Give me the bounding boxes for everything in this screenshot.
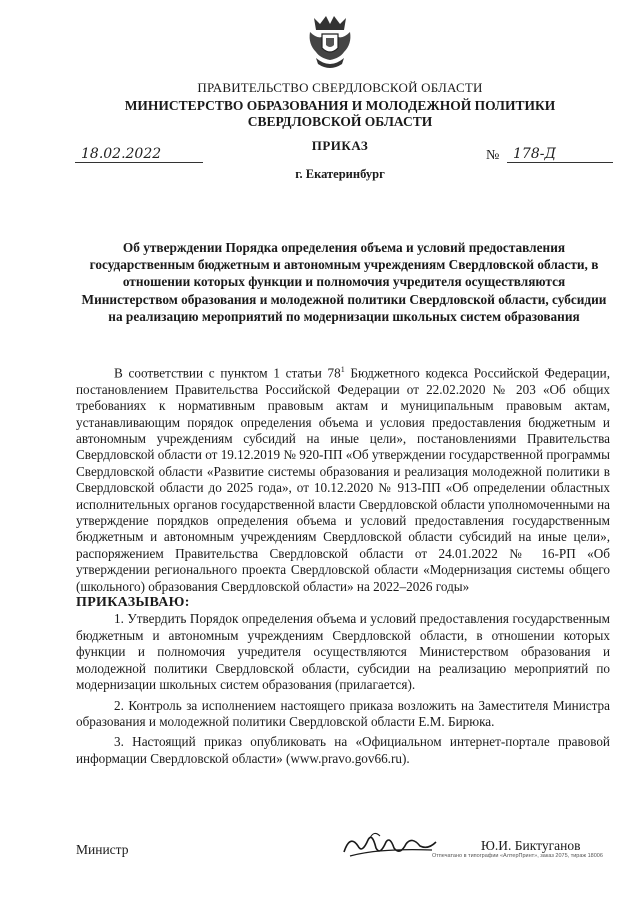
document-type: ПРИКАЗ [311, 138, 369, 153]
order-item-2: 2. Контроль за исполнением настоящего приказа возложить на Заместителя Министра образования и молодежной политики Свердловской области Е.М. Бирюка. [76, 697, 610, 729]
ministry-name [60, 98, 620, 130]
signature-icon [340, 826, 440, 862]
ministry-line-1: МИНИСТЕРСТВО ОБРАЗОВАНИЯ И МОЛОДЕЖНОЙ ПОЛИТИКИ [124, 98, 556, 113]
order-item-3: 3. Настоящий приказ опубликовать на «Официальном интернет-портале правовой информации Свердловской области» (www.pravo.gov66.ru). [76, 734, 610, 766]
decree-word: ПРИКАЗЫВАЮ: [76, 595, 190, 611]
order-subject: Об утверждении Порядка определения объема и условий предоставления государственным бюджетным и автономным учреждениям Свердловской области, в отношении которых функции и полномочия учредителя осуществляются Министерством образования и молодежной политики Свердловской области, субсидии на реализацию мероприятий по модернизации школьных систем образования [81, 240, 607, 324]
signatory-name: Ю.И. Биктуганов [481, 838, 581, 853]
preamble-text-rest: Бюджетного кодекса Российской Федерации, постановлением Правительства Российской Федерации от 22.02.2020 № 203 «Об общих требованиях к нормативным правовым актам и муниципальным правовым актам, устанавливающим порядок определения объема и условия предоставления бюджетным и автономным учреждениям субсидий на иные цели», постановлениями Правительства Свердловской области от 19.12.2019 № 920-ПП «Об утверждении государственной программы Свердловской области «Развитие системы образования и реализация молодежной политики в Свердловской области до 2025 года», от 10.12.2020 № 913-ПП «Об определении областных исполнительных органов государственной власти Свердловской области уполномоченными на утверждение порядков определения объема и условий предоставления государственным бюджетным и автономным учреждениям Свердловской области субсидий на иные цели», распоряжением Правительства Свердловской области от 24.01.2022 № 16-РП «Об утверждении регионального проекта Свердловской области «Модернизация системы общего (школьного) образования Свердловской области» на 2022–2026 годы» [76, 365, 610, 594]
signatory-position: Министр [76, 842, 129, 857]
order-item-1: 1. Утвердить Порядок определения объема и условий предоставления государственным бюджетным и автономным учреждениям Свердловской области, в отношении которых функции и полномочия учредителя осуществляются Министерством образования и молодежной политики Свердловской области, субсидии на реализацию мероприятий по модернизации школьных систем образования (прилагается). [76, 611, 610, 693]
government-name: ПРАВИТЕЛЬСТВО СВЕРДЛОВСКОЙ ОБЛАСТИ [197, 80, 483, 95]
order-date: 18.02.2022 [75, 146, 203, 163]
order-body [76, 362, 610, 767]
preamble-paragraph [76, 362, 610, 595]
ministry-line-2: СВЕРДЛОВСКОЙ ОБЛАСТИ [247, 114, 433, 129]
coat-of-arms-icon [306, 14, 354, 72]
print-note: Отпечатано в типографии «АлтерПринт», заказ 2075, тираж 18006 [432, 853, 603, 859]
order-number: 178-Д [507, 146, 613, 163]
article-superscript: 1 [340, 365, 345, 374]
city: г. Екатеринбург [295, 167, 385, 181]
number-sign: № [486, 148, 500, 163]
preamble-text-start: В соответствии с пунктом 1 статьи 78 [114, 365, 341, 381]
